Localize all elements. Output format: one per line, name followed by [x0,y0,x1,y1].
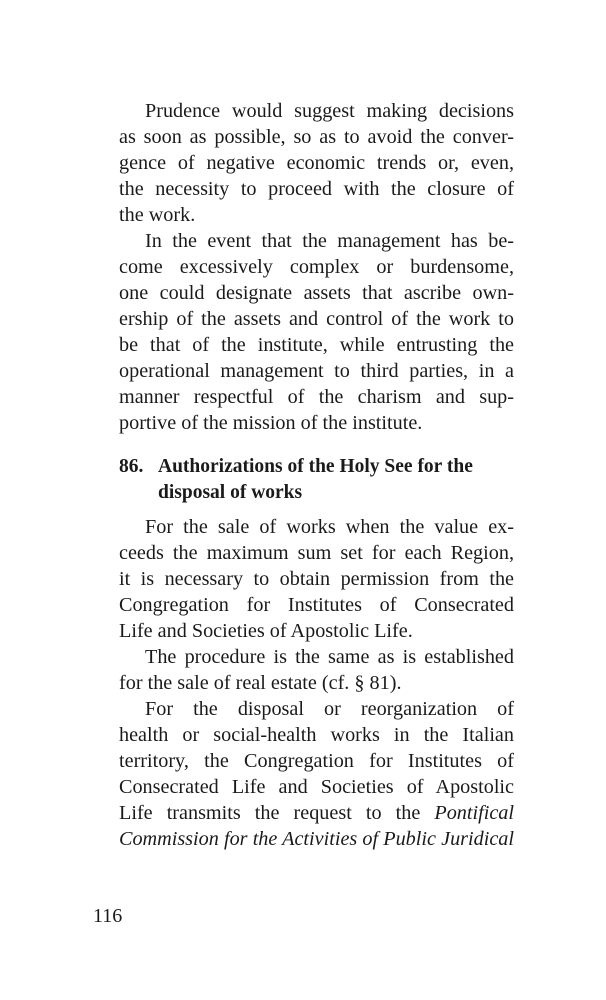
text-line: ership of the assets and control of the work to [119,308,514,330]
text-line: manner respectful of the charism and sup- [119,386,514,408]
paragraph [93,228,514,436]
text-line: For the sale of works when the value ex- [145,516,514,538]
text-line: for the sale of real estate (cf. § 81). [119,672,402,694]
section-heading [93,454,514,506]
text-line [93,826,514,852]
text-line: health or social-health works in the Italian [119,724,514,746]
text-line: For the disposal or reorganization of [145,698,514,720]
page-body [93,98,514,852]
text-line: one could designate assets that ascribe own- [119,282,514,304]
section-title-line: disposal of works [158,482,303,503]
section-number: 86. [119,456,144,477]
text-line: Life and Societies of Apostolic Life. [119,620,413,642]
italic-text-run: Pontifical [434,802,514,824]
section-title-line: Authorizations of the Holy See for the [158,456,473,477]
paragraph [93,514,514,644]
text-line: the work. [119,204,196,226]
text-line: operational management to third parties, in a [119,360,514,382]
text-line: as soon as possible, so as to avoid the conver- [119,126,514,148]
paragraph [93,696,514,852]
text-line: Consecrated Life and Societies of Apostolic [119,776,514,798]
paragraph [93,644,514,696]
text-line: In the event that the management has be- [145,230,514,252]
page-number: 116 [93,905,123,927]
text-line: be that of the institute, while entrusting the [119,334,514,356]
text-line: territory, the Congregation for Institutes of [119,750,514,772]
text-line: The procedure is the same as is established [145,646,514,668]
text-line: it is necessary to obtain permission from the [119,568,514,590]
paragraph [93,98,514,228]
italic-text-run: Commission for the Activities of Public Juridical [119,828,514,850]
text-line: Congregation for Institutes of Consecrated [119,594,514,616]
text-line: portive of the mission of the institute. [119,412,423,434]
text-line: ceeds the maximum sum set for each Region, [119,542,514,564]
text-line: come excessively complex or burdensome, [119,256,514,278]
text-line: gence of negative economic trends or, even, [119,152,514,174]
text-line [93,800,514,826]
text-line: the necessity to proceed with the closure of [119,178,514,200]
text-line: Prudence would suggest making decisions [145,100,514,122]
text-run: Life transmits the request to the [119,802,435,824]
